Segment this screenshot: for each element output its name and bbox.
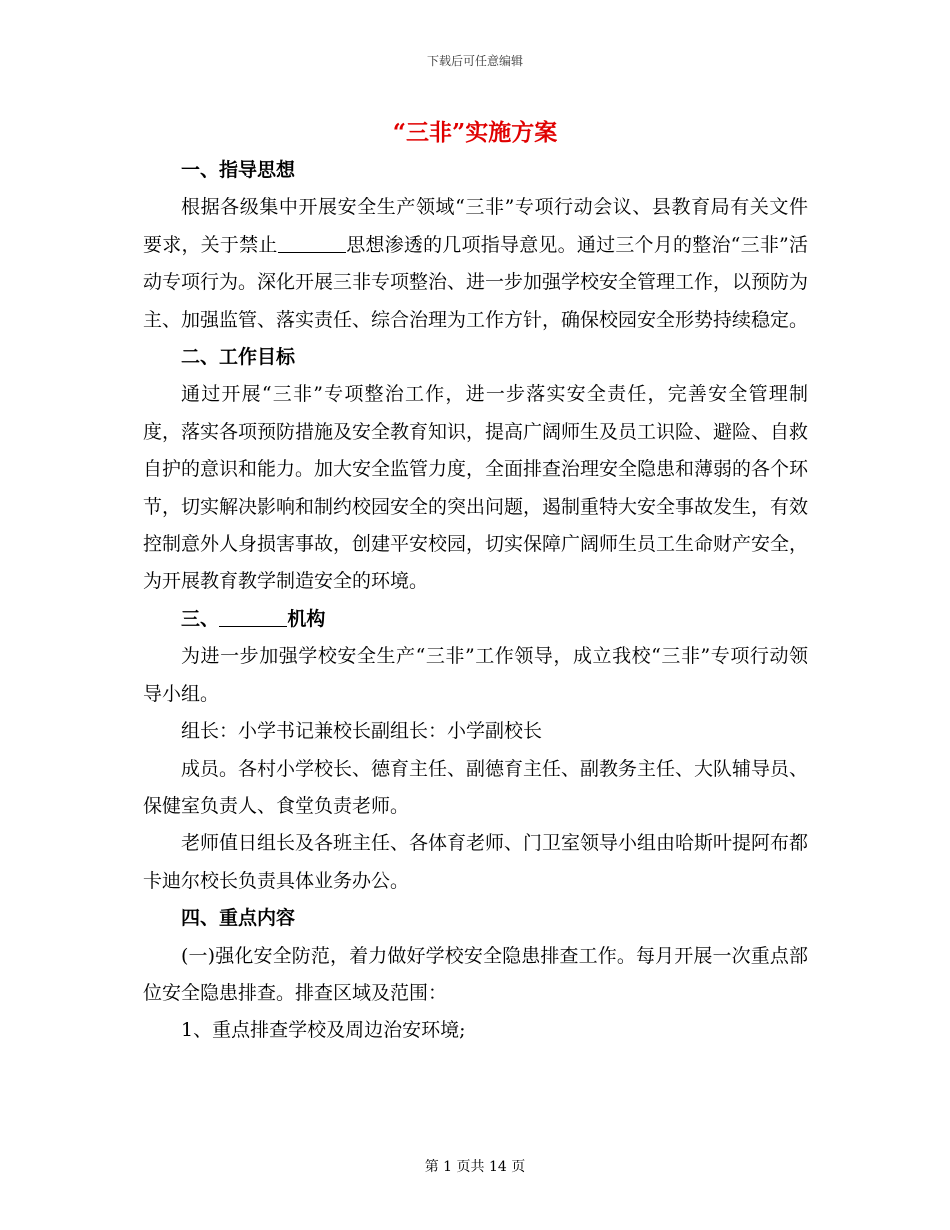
section-heading-organization bbox=[143, 601, 808, 638]
document-title: “三非”实施方案 bbox=[392, 119, 558, 146]
page-number-footer: 第 1 页共 14 页 bbox=[424, 1159, 526, 1175]
section-paragraph: 通过开展“三非”专项整治工作，进一步落实安全责任，完善安全管理制度，落实各项预防措施及安全教育知识，提高广阔师生及员工识险、避险、自救自护的意识和能力。加大安全监管力度，全面排查治理安全隐患和薄弱的各个环节，切实解决影响和制约校园安全的突出问题，遏制重特大安全事故发生，有效控制意外人身损害事故，创建平安校园，切实保障广阔师生员工生命财产安全，为开展教育教学制造安全的环境。 bbox=[143, 383, 809, 593]
section-heading-work-goals: 二、工作目标 bbox=[181, 346, 296, 369]
paragraph-text: 根据各级集中开展安全生产领域“三非”专项行动会议、县教育局有关文件要求，关于禁止 bbox=[143, 196, 808, 256]
heading-text: 三、 bbox=[181, 607, 220, 630]
section-paragraph: 组长：小学书记兼校长副组长：小学副校长 bbox=[181, 720, 543, 743]
section-paragraph: 为进一步加强学校安全生产“三非”工作领导，成立我校“三非”专项行动领导小组。 bbox=[143, 645, 808, 705]
fill-blank bbox=[219, 607, 287, 627]
page-header-note: 下载后可任意编辑 bbox=[426, 54, 523, 68]
section-heading-guiding-ideology: 一、指导思想 bbox=[181, 159, 296, 181]
section-paragraph: 1、重点排查学校及周边治安环境; bbox=[181, 1019, 466, 1042]
section-heading-key-content: 四、重点内容 bbox=[181, 907, 296, 930]
section-paragraph bbox=[143, 189, 808, 339]
section-paragraph: 成员。各村小学校长、德育主任、副德育主任、副教务主任、大队辅导员、保健室负责人、食堂负责老师。 bbox=[143, 757, 809, 817]
section-paragraph: 老师值日组长及各班主任、各体育老师、门卫室领导小组由哈斯叶提阿布都卡迪尔校长负责具体业务办公。 bbox=[143, 832, 809, 892]
fill-blank bbox=[278, 233, 346, 253]
document-body bbox=[143, 152, 808, 1050]
heading-text: 机构 bbox=[287, 607, 326, 630]
paragraph-text: 思想渗透的几项指导意见。通过三个月的整治“三非”活动专项行为。深化开展三非专项整治、进一步加强学校安全管理工作，以预防为主、加强监管、落实责任、综合治理为工作方针，确保校园安全形势持续稳定。 bbox=[143, 233, 809, 331]
section-paragraph: (一)强化安全防范，着力做好学校安全隐患排查工作。每月开展一次重点部位安全隐患排查。排查区域及范围： bbox=[143, 944, 808, 1004]
